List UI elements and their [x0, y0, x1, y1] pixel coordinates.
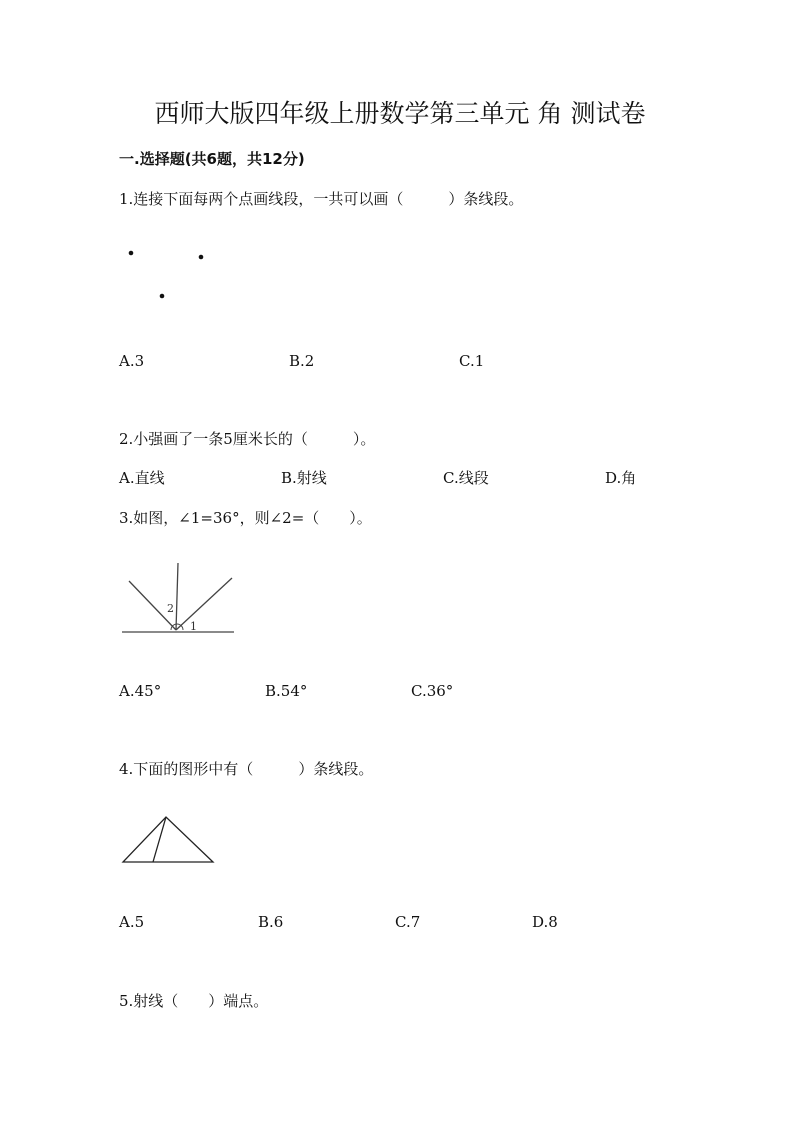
triangle-outline [123, 817, 213, 862]
angle-label-2: 2 [167, 602, 174, 615]
question-4-option-d: D.8 [532, 913, 558, 931]
question-1-option-c: C.1 [459, 352, 485, 370]
question-2-text: 2.小强画了一条5厘米长的（ ）。 [119, 430, 376, 448]
question-3-text: 3.如图，∠1=36°，则∠2=（ ）。 [119, 509, 372, 527]
angle-label-1: 1 [190, 620, 197, 633]
section-heading: 一.选择题(共6题，共12分) [119, 150, 305, 168]
question-2-option-c: C.线段 [443, 469, 489, 487]
question-2-option-d: D.角 [605, 469, 637, 487]
question-2-option-b: B.射线 [281, 469, 327, 487]
question-3-option-a: A.45° [119, 682, 162, 700]
question-1-option-b: B.2 [289, 352, 315, 370]
question-5-text: 5.射线（ ）端点。 [119, 992, 269, 1010]
question-4-text: 4.下面的图形中有（ ）条线段。 [119, 760, 374, 778]
question-1-option-a: A.3 [119, 352, 145, 370]
question-3-option-b: B.54° [265, 682, 308, 700]
question-4-option-b: B.6 [258, 913, 284, 931]
question-4-option-a: A.5 [119, 913, 145, 931]
question-2-option-a: A.直线 [119, 469, 165, 487]
question-3-option-c: C.36° [411, 682, 454, 700]
question-1-text: 1.连接下面每两个点画线段，一共可以画（ ）条线段。 [119, 190, 524, 208]
question-4-option-c: C.7 [395, 913, 421, 931]
page-title: 西师大版四年级上册数学第三单元 角 测试卷 [154, 99, 646, 128]
